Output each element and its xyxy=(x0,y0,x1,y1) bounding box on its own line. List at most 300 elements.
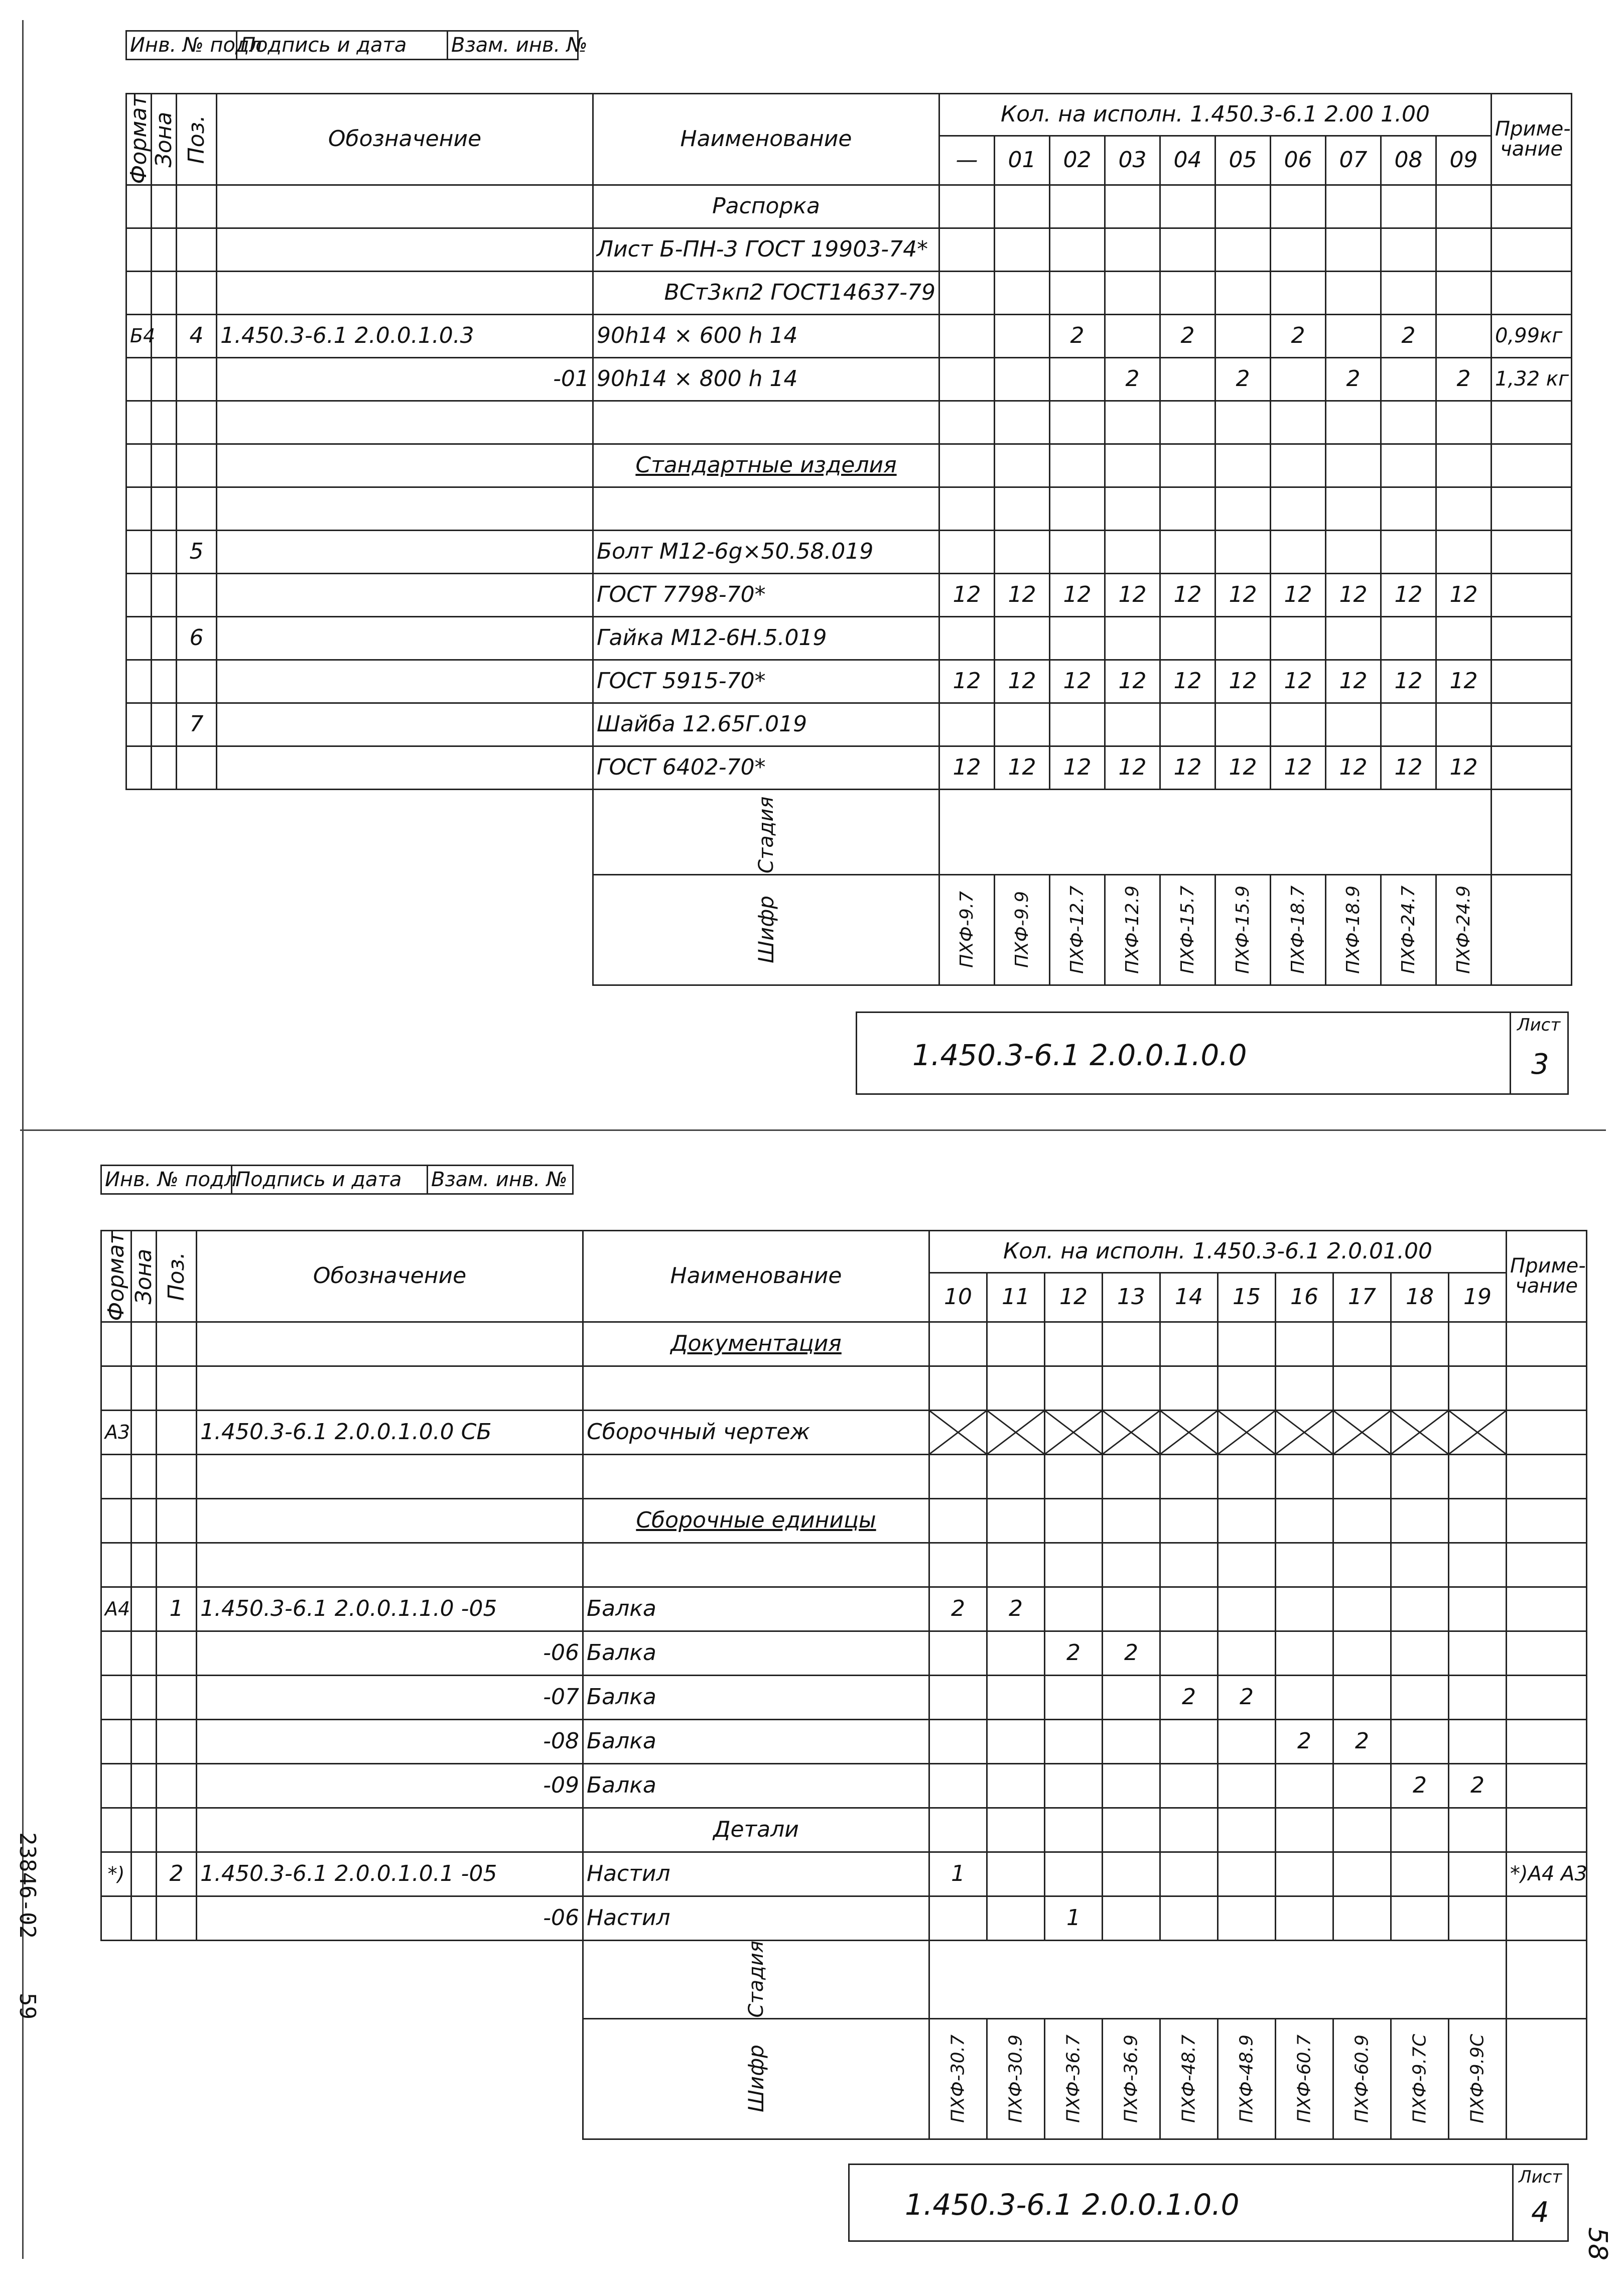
cell-name: Документация xyxy=(583,1322,929,1366)
cell-note xyxy=(1492,746,1572,789)
cell-note: 0,99кг xyxy=(1492,314,1572,357)
cell-note xyxy=(1492,616,1572,660)
cell-qty xyxy=(1381,616,1436,660)
cell-name: Шайба 12.65Г.019 xyxy=(593,703,939,746)
cell-qty: 2 xyxy=(987,1587,1045,1631)
cell-format xyxy=(101,1763,131,1808)
cell-qty xyxy=(1271,401,1326,444)
cell-qty: 12 xyxy=(1381,573,1436,616)
cell-qty xyxy=(1160,1587,1218,1631)
cell-note xyxy=(1492,401,1572,444)
cell-qty xyxy=(1391,1454,1449,1498)
cipher-cell: ПХФ-48.9 xyxy=(1218,2018,1276,2139)
sheet-1 xyxy=(0,0,1624,1124)
table-row xyxy=(101,1543,1587,1587)
cell-qty: 12 xyxy=(939,573,995,616)
cell-qty xyxy=(1333,1587,1391,1631)
cell-format: А3 xyxy=(101,1410,131,1454)
cell-qty xyxy=(1103,1366,1160,1410)
cell-qty xyxy=(929,1543,987,1587)
cell-qty xyxy=(1436,271,1492,314)
cell-qty xyxy=(939,703,995,746)
cell-qty: 12 xyxy=(1105,746,1160,789)
sheet-label: Лист xyxy=(1519,2167,1562,2187)
cell-qty: 12 xyxy=(1160,660,1215,703)
cell-qty: 2 xyxy=(1276,1719,1333,1763)
cell-qty xyxy=(1276,1852,1333,1896)
cell-format xyxy=(126,573,152,616)
cell-qty xyxy=(1449,1896,1507,1940)
cell-qty xyxy=(987,1763,1045,1808)
cell-pos xyxy=(177,746,217,789)
cell-qty xyxy=(1333,1322,1391,1366)
cell-qty: 12 xyxy=(1050,746,1105,789)
cell-zone xyxy=(131,1366,157,1410)
cell-qty xyxy=(929,1454,987,1498)
table-row xyxy=(101,1454,1587,1498)
cell-qty-cross xyxy=(1103,1410,1160,1454)
cell-qty: 12 xyxy=(1381,746,1436,789)
cell-name: Распорка xyxy=(593,185,939,228)
cell-qty xyxy=(1160,1322,1218,1366)
cell-qty-cross xyxy=(1449,1410,1507,1454)
cell-note xyxy=(1507,1719,1587,1763)
cell-qty xyxy=(1381,185,1436,228)
cell-qty xyxy=(1276,1366,1333,1410)
cell-qty xyxy=(1045,1763,1103,1808)
cipher-cell: ПХФ-60.9 xyxy=(1333,2018,1391,2139)
cell-qty xyxy=(1103,1543,1160,1587)
table-row xyxy=(101,1498,1587,1543)
cell-zone xyxy=(131,1719,157,1763)
cell-qty xyxy=(1103,1852,1160,1896)
cell-qty: 12 xyxy=(1326,660,1381,703)
cell-zone xyxy=(131,1587,157,1631)
qty-col-header: — xyxy=(939,136,995,185)
cell-qty xyxy=(1271,616,1326,660)
cell-format: Б4 xyxy=(126,314,152,357)
cell-qty xyxy=(1381,487,1436,530)
cell-qty xyxy=(1436,530,1492,573)
table-row xyxy=(126,573,1572,616)
cell-note xyxy=(1507,1587,1587,1631)
cell-designation xyxy=(217,660,593,703)
cell-qty xyxy=(1333,1763,1391,1808)
cell-qty xyxy=(995,228,1050,271)
qty-col-header: 02 xyxy=(1050,136,1105,185)
table-row xyxy=(126,530,1572,573)
cell-qty: 12 xyxy=(1381,660,1436,703)
cell-format xyxy=(101,1808,131,1852)
cell-qty xyxy=(1391,1852,1449,1896)
cell-qty xyxy=(1050,487,1105,530)
cipher-cell: ПХФ-9.9С xyxy=(1449,2018,1507,2139)
cell-qty xyxy=(1105,401,1160,444)
cell-zone xyxy=(152,357,177,401)
cell-note xyxy=(1507,1631,1587,1675)
cell-qty xyxy=(1045,1675,1103,1719)
cell-format xyxy=(101,1543,131,1587)
cell-note: *)А4 А3 xyxy=(1507,1852,1587,1896)
cell-qty-cross xyxy=(1160,1410,1218,1454)
cell-qty xyxy=(1271,703,1326,746)
cell-note xyxy=(1507,1543,1587,1587)
cell-pos xyxy=(157,1631,197,1675)
cell-zone xyxy=(131,1852,157,1896)
cell-qty xyxy=(1326,228,1381,271)
title-block-2 xyxy=(848,2164,1569,2242)
cell-format xyxy=(126,703,152,746)
cell-qty: 2 xyxy=(1105,357,1160,401)
cell-name: ГОСТ 5915-70* xyxy=(593,660,939,703)
cell-qty xyxy=(1276,1896,1333,1940)
cell-qty xyxy=(939,357,995,401)
cell-pos xyxy=(177,444,217,487)
cell-qty: 1 xyxy=(1045,1896,1103,1940)
table-row xyxy=(126,357,1572,401)
approval-stamp-1 xyxy=(125,30,588,60)
spec-table-2 xyxy=(100,1230,1587,2140)
table-row xyxy=(126,703,1572,746)
stamp-sign-label: Подпись и дата xyxy=(237,31,448,60)
cell-qty-cross xyxy=(1218,1410,1276,1454)
cell-name: Сборочный чертеж xyxy=(583,1410,929,1454)
cell-pos: 1 xyxy=(157,1587,197,1631)
cell-qty: 12 xyxy=(995,746,1050,789)
cell-qty xyxy=(929,1719,987,1763)
cell-designation xyxy=(197,1498,583,1543)
sheet-number: 4 xyxy=(1531,2196,1549,2229)
cipher-cell: ПХФ-12.7 xyxy=(1050,874,1105,985)
cell-qty: 2 xyxy=(1271,314,1326,357)
cell-format xyxy=(101,1498,131,1543)
cell-zone xyxy=(131,1631,157,1675)
qty-col-header: 14 xyxy=(1160,1273,1218,1322)
cipher-cell: ПХФ-9.7С xyxy=(1391,2018,1449,2139)
approval-stamp-2 xyxy=(100,1165,574,1195)
cell-qty xyxy=(1215,271,1271,314)
table-row xyxy=(101,1808,1587,1852)
col-zone: Зона xyxy=(131,1231,157,1322)
cell-pos xyxy=(157,1322,197,1366)
table-row xyxy=(126,271,1572,314)
cell-qty xyxy=(1218,1543,1276,1587)
cell-qty: 2 xyxy=(1103,1631,1160,1675)
cell-qty: 12 xyxy=(1215,746,1271,789)
cell-name: ГОСТ 7798-70* xyxy=(593,573,939,616)
cell-designation: -01 xyxy=(217,357,593,401)
cell-zone xyxy=(131,1808,157,1852)
cell-qty xyxy=(1050,271,1105,314)
cell-qty xyxy=(1381,530,1436,573)
cell-name xyxy=(593,487,939,530)
table-row xyxy=(101,1366,1587,1410)
cell-qty xyxy=(1045,1454,1103,1498)
cell-name: Стандартные изделия xyxy=(593,444,939,487)
cell-format xyxy=(101,1675,131,1719)
cell-pos: 6 xyxy=(177,616,217,660)
cell-qty xyxy=(1103,1587,1160,1631)
cell-qty: 12 xyxy=(1271,573,1326,616)
cell-designation xyxy=(217,185,593,228)
cipher-cell: ПХФ-9.7 xyxy=(939,874,995,985)
cipher-cell: ПХФ-30.7 xyxy=(929,2018,987,2139)
cell-qty xyxy=(987,1322,1045,1366)
cell-format xyxy=(101,1719,131,1763)
col-pos: Поз. xyxy=(157,1231,197,1322)
cell-designation: 1.450.3-6.1 2.0.0.1.0.1 -05 xyxy=(197,1852,583,1896)
cell-qty xyxy=(1333,1543,1391,1587)
cell-zone xyxy=(152,185,177,228)
table-row xyxy=(101,1852,1587,1896)
sheet-2 xyxy=(0,1155,1624,2284)
cell-designation xyxy=(217,746,593,789)
cell-qty-cross xyxy=(987,1410,1045,1454)
cell-qty xyxy=(1160,228,1215,271)
cell-qty xyxy=(1391,1498,1449,1543)
cell-qty xyxy=(1276,1631,1333,1675)
cell-name xyxy=(583,1366,929,1410)
cell-qty-cross xyxy=(929,1410,987,1454)
cell-pos xyxy=(157,1366,197,1410)
cell-qty xyxy=(1215,530,1271,573)
cell-qty xyxy=(1326,616,1381,660)
cell-qty xyxy=(1449,1675,1507,1719)
cell-name: Лист Б-ПН-3 ГОСТ 19903-74* xyxy=(593,228,939,271)
cell-zone xyxy=(152,660,177,703)
qty-col-header: 11 xyxy=(987,1273,1045,1322)
cell-qty xyxy=(1215,314,1271,357)
cipher-label: Шифр xyxy=(593,874,939,985)
cell-qty xyxy=(1050,357,1105,401)
cipher-cell: ПХФ-24.9 xyxy=(1436,874,1492,985)
cell-qty xyxy=(995,487,1050,530)
cell-qty xyxy=(1103,1808,1160,1852)
cell-qty xyxy=(1215,616,1271,660)
cell-qty xyxy=(1436,487,1492,530)
cell-note xyxy=(1492,573,1572,616)
cell-qty xyxy=(929,1896,987,1940)
cell-qty xyxy=(1105,703,1160,746)
cell-qty xyxy=(1391,1675,1449,1719)
cell-qty: 12 xyxy=(1050,573,1105,616)
cell-qty xyxy=(1105,271,1160,314)
table-row xyxy=(101,1719,1587,1763)
table-row xyxy=(101,1896,1587,1940)
col-name: Наименование xyxy=(583,1231,929,1322)
cell-name: Балка xyxy=(583,1763,929,1808)
cipher-cell: ПХФ-48.7 xyxy=(1160,2018,1218,2139)
cell-qty xyxy=(1215,703,1271,746)
cipher-cell: ПХФ-9.9 xyxy=(995,874,1050,985)
cell-qty xyxy=(929,1763,987,1808)
cell-qty: 12 xyxy=(1105,573,1160,616)
cell-zone xyxy=(152,271,177,314)
cell-note xyxy=(1507,1366,1587,1410)
cell-qty xyxy=(1276,1808,1333,1852)
qty-col-header: 08 xyxy=(1381,136,1436,185)
cell-qty xyxy=(1103,1322,1160,1366)
cell-pos xyxy=(157,1719,197,1763)
cell-qty xyxy=(1160,185,1215,228)
cell-qty: 2 xyxy=(1218,1675,1276,1719)
cell-qty xyxy=(1160,1808,1218,1852)
cell-zone xyxy=(131,1454,157,1498)
cell-qty: 2 xyxy=(1436,357,1492,401)
cell-qty xyxy=(1160,1366,1218,1410)
cell-qty xyxy=(1449,1852,1507,1896)
cell-name: ГОСТ 6402-70* xyxy=(593,746,939,789)
cell-qty xyxy=(1333,1498,1391,1543)
col-format: Формат xyxy=(125,94,152,184)
cell-name: ВСт3кп2 ГОСТ14637-79 xyxy=(593,271,939,314)
cell-name: Настил xyxy=(583,1896,929,1940)
cell-qty xyxy=(1103,1763,1160,1808)
cell-note xyxy=(1492,228,1572,271)
cell-qty xyxy=(1218,1719,1276,1763)
col-note: Приме-чание xyxy=(1492,94,1572,185)
cell-qty xyxy=(939,444,995,487)
side-code: 23846-02 xyxy=(15,1832,40,1939)
doc-code: 1.450.3-6.1 2.0.0.1.0.0 xyxy=(912,1038,1247,1072)
cell-qty xyxy=(987,1675,1045,1719)
cell-name: 90h14 × 600 h 14 xyxy=(593,314,939,357)
table-row xyxy=(126,228,1572,271)
cell-qty xyxy=(1276,1543,1333,1587)
qty-col-header: 09 xyxy=(1436,136,1492,185)
cell-format xyxy=(126,530,152,573)
cell-qty xyxy=(987,1498,1045,1543)
table-row xyxy=(126,401,1572,444)
cell-qty xyxy=(987,1454,1045,1498)
cell-pos: 2 xyxy=(157,1852,197,1896)
cipher-cell: ПХФ-60.7 xyxy=(1276,2018,1333,2139)
table-row xyxy=(126,746,1572,789)
cell-zone xyxy=(152,530,177,573)
cell-qty xyxy=(1333,1366,1391,1410)
cell-designation: -06 xyxy=(197,1896,583,1940)
cell-note xyxy=(1507,1675,1587,1719)
table-row xyxy=(126,185,1572,228)
cell-format xyxy=(126,487,152,530)
cell-pos xyxy=(157,1498,197,1543)
cell-qty xyxy=(1105,314,1160,357)
cell-designation xyxy=(217,703,593,746)
cell-format xyxy=(101,1896,131,1940)
cell-qty xyxy=(1218,1896,1276,1940)
cell-qty xyxy=(1326,530,1381,573)
cell-designation xyxy=(217,616,593,660)
cell-qty xyxy=(1160,1454,1218,1498)
cell-qty xyxy=(1050,703,1105,746)
cell-pos xyxy=(177,271,217,314)
table-row xyxy=(101,1763,1587,1808)
title-block-1 xyxy=(856,1011,1569,1095)
cell-qty xyxy=(1326,703,1381,746)
cell-qty: 12 xyxy=(1436,573,1492,616)
cell-qty: 12 xyxy=(1050,660,1105,703)
cell-qty: 2 xyxy=(1381,314,1436,357)
cell-qty xyxy=(987,1808,1045,1852)
cell-qty xyxy=(1218,1852,1276,1896)
cell-qty: 2 xyxy=(1050,314,1105,357)
cell-format xyxy=(126,271,152,314)
table-row xyxy=(101,1410,1587,1454)
cell-qty xyxy=(1218,1808,1276,1852)
cell-qty xyxy=(1271,487,1326,530)
cell-name: Детали xyxy=(583,1808,929,1852)
col-note: Приме-чание xyxy=(1507,1231,1587,1322)
cell-pos xyxy=(157,1896,197,1940)
cell-qty xyxy=(1160,1763,1218,1808)
cell-qty xyxy=(1381,444,1436,487)
cell-qty xyxy=(1391,1719,1449,1763)
col-format: Формат xyxy=(101,1231,131,1322)
cell-qty xyxy=(1105,487,1160,530)
cell-zone xyxy=(152,444,177,487)
cell-qty xyxy=(1333,1675,1391,1719)
cell-qty xyxy=(1449,1719,1507,1763)
cell-qty xyxy=(939,616,995,660)
cell-qty xyxy=(1449,1322,1507,1366)
cipher-cell: ПХФ-18.9 xyxy=(1326,874,1381,985)
cell-qty xyxy=(1103,1719,1160,1763)
cell-zone xyxy=(152,487,177,530)
cell-qty xyxy=(1449,1454,1507,1498)
cell-qty xyxy=(1391,1366,1449,1410)
cipher-cell: ПХФ-36.7 xyxy=(1045,2018,1103,2139)
qty-col-header: 03 xyxy=(1105,136,1160,185)
cell-designation xyxy=(217,228,593,271)
cell-qty xyxy=(1218,1454,1276,1498)
cell-qty: 2 xyxy=(1160,314,1215,357)
cell-qty xyxy=(1381,228,1436,271)
cell-qty xyxy=(1436,703,1492,746)
stage-label: Стадия xyxy=(583,1940,929,2018)
cell-pos xyxy=(157,1543,197,1587)
cell-qty xyxy=(929,1631,987,1675)
cell-qty xyxy=(1160,271,1215,314)
cell-name: Настил xyxy=(583,1852,929,1896)
table-row xyxy=(101,1675,1587,1719)
cipher-cell: ПХФ-15.7 xyxy=(1160,874,1215,985)
cipher-label: Шифр xyxy=(583,2018,929,2139)
cell-format xyxy=(101,1366,131,1410)
qty-col-header: 19 xyxy=(1449,1273,1507,1322)
cell-qty xyxy=(1045,1366,1103,1410)
cell-pos xyxy=(177,573,217,616)
cell-name: Балка xyxy=(583,1587,929,1631)
cell-qty xyxy=(1326,314,1381,357)
cell-qty xyxy=(939,401,995,444)
cipher-cell: ПХФ-15.9 xyxy=(1215,874,1271,985)
cell-qty: 2 xyxy=(1045,1631,1103,1675)
cell-qty: 2 xyxy=(929,1587,987,1631)
col-designation: Обозначение xyxy=(197,1231,583,1322)
cell-qty: 2 xyxy=(1160,1675,1218,1719)
cell-qty: 12 xyxy=(1436,746,1492,789)
cell-designation xyxy=(197,1808,583,1852)
cell-format xyxy=(126,185,152,228)
cell-zone xyxy=(131,1763,157,1808)
cell-qty: 12 xyxy=(1271,746,1326,789)
cell-qty: 12 xyxy=(995,660,1050,703)
cell-qty: 12 xyxy=(1326,573,1381,616)
cell-qty xyxy=(1326,401,1381,444)
cell-name xyxy=(583,1543,929,1587)
cell-designation: -09 xyxy=(197,1763,583,1808)
cell-qty xyxy=(1045,1808,1103,1852)
